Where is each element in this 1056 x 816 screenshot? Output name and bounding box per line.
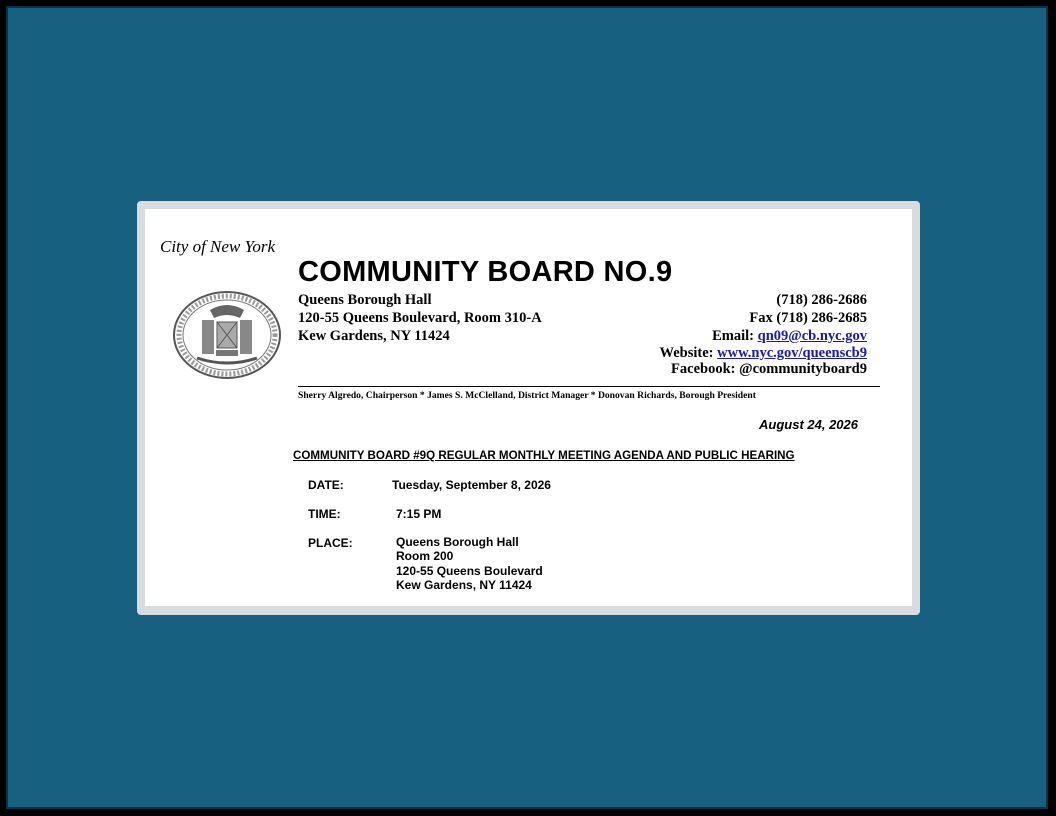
place-line-1: Queens Borough Hall [396, 535, 519, 549]
address-line-3: Kew Gardens, NY 11424 [298, 328, 450, 344]
place-label: PLACE: [308, 536, 353, 550]
date-label: DATE: [308, 478, 344, 492]
date-value: Tuesday, September 8, 2026 [392, 478, 551, 492]
website-label: Website: [659, 345, 714, 361]
phone-number: (718) 286-2686 [776, 292, 867, 308]
facebook-row [671, 361, 867, 378]
address-line-1: Queens Borough Hall [298, 292, 432, 308]
fax-number [749, 310, 867, 327]
fax-label: Fax [749, 310, 773, 326]
officers-line: Sherry Algredo, Chairperson * James S. McClelland, District Manager * Donovan Richards, Borough President [298, 390, 756, 401]
board-title: COMMUNITY BOARD NO.9 [298, 256, 673, 288]
facebook-handle: @communityboard9 [739, 361, 867, 377]
email-link[interactable]: qn09@cb.nyc.gov [757, 328, 867, 344]
fax-value: (718) 286-2685 [776, 310, 867, 326]
place-line-2: Room 200 [396, 549, 454, 563]
email-row [712, 328, 867, 345]
address-line-2: 120-55 Queens Boulevard, Room 310-A [298, 310, 542, 326]
agenda-heading: COMMUNITY BOARD #9Q REGULAR MONTHLY MEETING AGENDA AND PUBLIC HEARING [293, 449, 795, 462]
facebook-label: Facebook: [671, 361, 736, 377]
time-label: TIME: [308, 507, 341, 521]
nyc-seal-icon [172, 290, 282, 380]
city-name: City of New York [160, 237, 276, 256]
website-row [660, 345, 867, 362]
email-label: Email: [712, 328, 754, 344]
letterhead-divider [298, 386, 880, 387]
time-value: 7:15 PM [396, 507, 442, 521]
place-line-3: 120-55 Queens Boulevard [396, 564, 543, 578]
place-line-4: Kew Gardens, NY 11424 [396, 578, 532, 592]
website-link[interactable]: www.nyc.gov/queenscb9 [717, 345, 867, 361]
notice-date: August 24, 2026 [759, 417, 858, 432]
